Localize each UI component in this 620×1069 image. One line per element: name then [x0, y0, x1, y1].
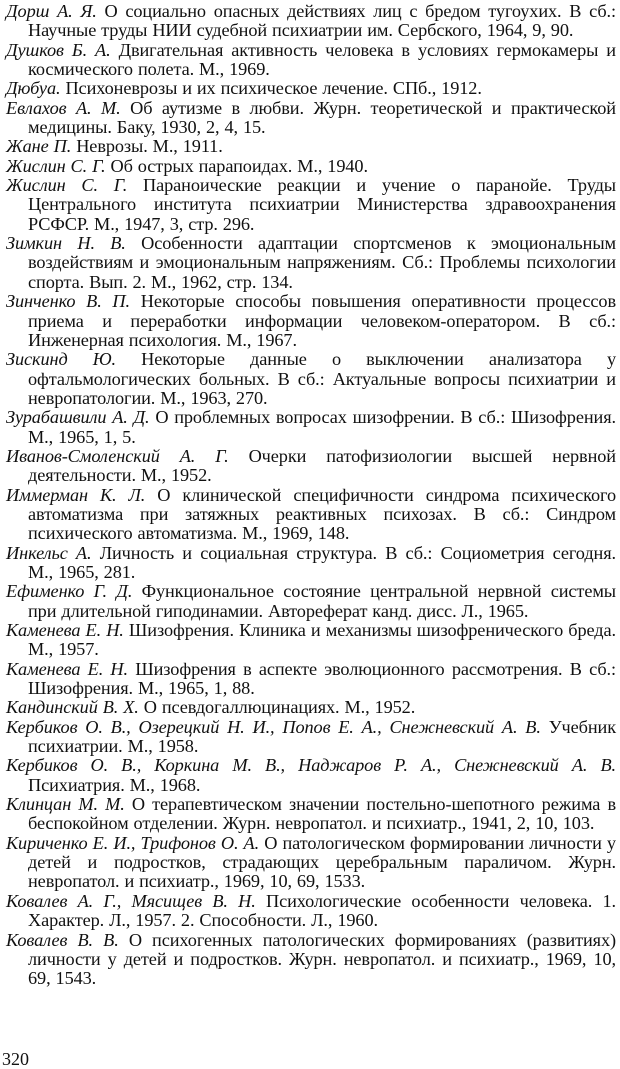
entry-author: Иммерман К. Л. — [6, 484, 146, 505]
entry-author: Евлахов А. М. — [6, 97, 121, 118]
entry-author: Душков Б. А. — [6, 39, 111, 60]
entry-text: Особенности адаптации спортсменов к эмоциональным воздействиям и эмоциональным напряжениям. Сб.: Проблемы психологии спорта. Вып. 2. М., 1962, стр. 134. — [28, 233, 616, 292]
entry-author: Дюбуа. — [6, 78, 61, 99]
bibliography-entry — [6, 447, 616, 486]
bibliography-list — [6, 2, 616, 989]
entry-author: Жане П. — [6, 136, 72, 157]
bibliography-entry — [6, 292, 616, 350]
bibliography-entry — [6, 698, 616, 717]
entry-author: Жислин С. Г. — [6, 155, 106, 176]
bibliography-entry — [6, 795, 616, 834]
entry-author: Жислин С. Г. — [6, 175, 128, 196]
entry-text: Неврозы. М., 1911. — [76, 136, 223, 157]
entry-author: Зискинд Ю. — [6, 349, 117, 370]
entry-text: Об аутизме в любви. Журн. теоретической и практической медицины. Баку, 1930, 2, 4, 15. — [28, 97, 616, 138]
bibliography-entry — [6, 486, 616, 544]
bibliography-entry — [6, 79, 616, 98]
entry-author: Кербиков О. В., Коркина М. В., Наджаров Р. А., Снежневский А. В. — [6, 755, 616, 776]
entry-text: Психоневрозы и их психическое лечение. СПб., 1912. — [65, 78, 482, 99]
bibliography-entry — [6, 408, 616, 447]
bibliography-entry — [6, 660, 616, 699]
bibliography-entry — [6, 892, 616, 931]
bibliography-entry — [6, 2, 616, 41]
bibliography-entry — [6, 137, 616, 156]
bibliography-entry — [6, 41, 616, 80]
entry-author: Инкельс А. — [6, 542, 92, 563]
entry-text: О социально опасных действиях лиц с бредом тугоухих. В сб.: Научные труды НИИ судебной психиатрии им. Сербского, 1964, 9, 90. — [28, 1, 616, 41]
entry-text: Очерки патофизиологии высшей нервной деятельности. М., 1952. — [28, 445, 616, 486]
entry-author: Зинченко В. П. — [6, 291, 131, 312]
entry-author: Зимкин Н. В. — [6, 233, 126, 254]
entry-text: Шизофрения в аспекте эволюционного рассмотрения. В сб.: Шизофрения. М., 1965, 1, 88. — [28, 658, 616, 699]
bibliography-entry — [6, 234, 616, 292]
entry-text: О патологическом формировании личности у детей и подростков, страдающих церебральным параличом. Журн. невропатол. и психиатр., 1969, 10, 69, 1533. — [28, 832, 616, 892]
entry-author: Кербиков О. В., Озерецкий Н. И., Попов Е. А., Снежневский А. В. — [6, 716, 541, 737]
entry-text: О психогенных патологических формированиях (развитиях) личности у детей и подростков. Журн. невропатол. и психиатр., 1969, 10, 69, 1543. — [28, 929, 616, 989]
entry-text: О терапевтическом значении постельно-шепотного режима в беспокойном отделении. Журн. невропатол. и психиатр., 1941, 2, 10, 103. — [28, 794, 616, 834]
bibliography-entry — [6, 621, 616, 660]
bibliography-entry — [6, 756, 616, 795]
entry-author: Ковалев А. Г., Мясищев В. Н. — [6, 890, 256, 911]
entry-text: Учебник психиатрии. М., 1958. — [28, 716, 616, 757]
entry-text: О проблемных вопросах шизофрении. В сб.: Шизофрения. М., 1965, 1, 5. — [28, 407, 616, 447]
entry-author: Ковалев В. В. — [6, 929, 119, 950]
entry-text: Некоторые данные о выключении анализатора у офтальмологических больных. В сб.: Актуальные вопросы психиатрии и невропатологии. М., 1963, 270. — [28, 349, 616, 408]
entry-text: О псевдогаллюцинациях. М., 1952. — [143, 697, 416, 718]
bibliography-entry — [6, 157, 616, 176]
entry-author: Каменева Е. Н. — [6, 620, 124, 640]
entry-text: Некоторые способы повышения оперативности процессов приема и переработки информации человеком-оператором. В сб.: Инженерная психология. М., 1967. — [28, 291, 616, 350]
entry-text: Личность и социальная структура. В сб.: Социометрия сегодня. М., 1965, 281. — [28, 542, 616, 582]
entry-author: Кириченко Е. И., Трифонов О. А. — [6, 832, 260, 853]
entry-text: Психологические особенности человека. 1. Характер. Л., 1957. 2. Способности. Л., 1960. — [28, 890, 616, 931]
bibliography-entry — [6, 582, 616, 621]
bibliography-entry — [6, 350, 616, 408]
entry-text: Об острых парапоидах. М., 1940. — [110, 155, 368, 176]
entry-text: О клинической специфичности синдрома психического автоматизма при затяжных реактивных психозах. В сб.: Синдром психического автоматизма. М., 1969, 148. — [28, 484, 616, 544]
entry-author: Иванов-Смоленский А. Г. — [6, 445, 229, 466]
entry-text: Двигательная активность человека в условиях гермокамеры и космического полета. М., 1969. — [28, 39, 616, 80]
bibliography-entry — [6, 931, 616, 989]
bibliography-entry — [6, 544, 616, 583]
entry-author: Каменева Е. Н. — [6, 658, 129, 679]
entry-text: Шизофрения. Клиника и механизмы шизофренического бреда. М., 1957. — [28, 620, 616, 660]
bibliography-entry — [6, 718, 616, 757]
page-number: 320 — [2, 1049, 29, 1069]
entry-text: Психиатрия. М., 1968. — [28, 774, 201, 795]
bibliography-entry — [6, 176, 616, 234]
bibliography-entry — [6, 99, 616, 138]
entry-author: Дорш А. Я. — [6, 1, 97, 21]
entry-author: Ефименко Г. Д. — [6, 581, 133, 602]
entry-author: Кандинский В. Х. — [6, 697, 139, 718]
entry-author: Клинцан М. М. — [6, 794, 125, 815]
entry-author: Зурабашвили А. Д. — [6, 407, 150, 428]
entry-text: Функциональное состояние центральной нервной системы при длительной гиподинамии. Автореферат канд. дисс. Л., 1965. — [28, 581, 616, 621]
bibliography-entry — [6, 834, 616, 892]
entry-text: Параноические реакции и учение о паранойе. Труды Центрального института психиатрии Министерства здравоохранения РСФСР. М., 1947, 3, стр. 296. — [28, 175, 616, 234]
